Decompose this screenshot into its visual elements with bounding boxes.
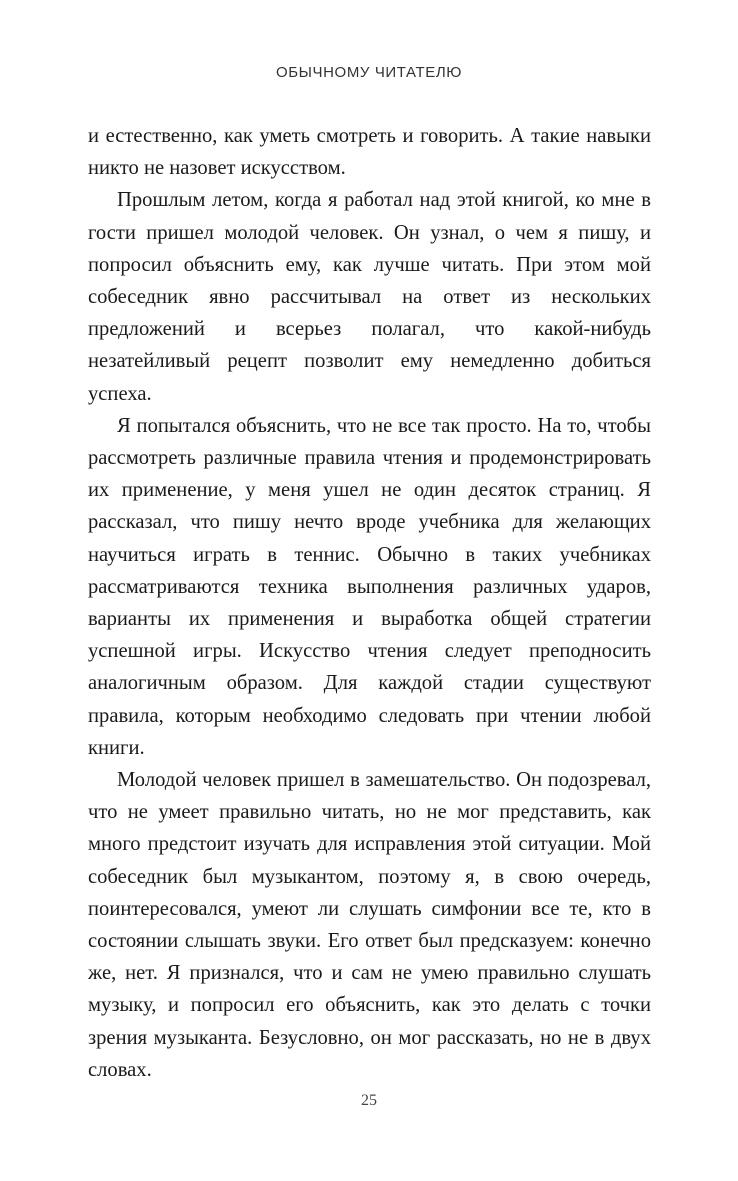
paragraph-visitor: Прошлым летом, когда я работал над этой книгой, ко мне в гости пришел молодой человек. Он узнал, о чем я пишу, и попросил объяснить ему, как лучше читать. При этом мой собеседник явно рассчитывал на ответ из нескольких предложений и всерьез полагал, что какой-нибудь незатейливый рецепт позволит ему немедленно добиться успеха.: [88, 189, 651, 405]
body-text: [88, 120, 651, 1086]
running-header: ОБЫЧНОМУ ЧИТАТЕЛЮ: [275, 64, 463, 81]
page-number: 25: [361, 1092, 377, 1106]
paragraph-continuation: и естественно, как уметь смотреть и говорить. А такие навыки никто не назовет искусством.: [88, 125, 651, 180]
paragraph-explanation: Я попытался объяснить, что не все так просто. На то, чтобы рассмотреть различные правила чтения и продемонстрировать их применение, у меня ушел не один десяток страниц. Я рассказал, что пишу нечто вроде учебника для желающих научиться играть в теннис. Обычно в таких учебниках рассматриваются техника выполнения различных ударов, варианты их применения и выработка общей стратегии успешной игры. Искусство чтения следует преподносить аналогичным образом. Для каждой стадии существуют правила, которым необходимо следовать при чтении любой книги.: [88, 414, 651, 759]
paragraph-musician: Молодой человек пришел в замешательство. Он подозревал, что не умеет правильно читать, но не мог представить, как много предстоит изучать для исправления этой ситуации. Мой собеседник был музыкантом, поэтому я, в свою очередь, поинтересовался, умеют ли слушать симфонии все те, кто в состоянии слышать звуки. Его ответ был предсказуем: конечно же, нет. Я признался, что и сам не умею правильно слушать музыку, и попросил его объяснить, как это делать с точки зрения музыканта. Безусловно, он мог рассказать, но не в двух словах.: [88, 769, 651, 1081]
